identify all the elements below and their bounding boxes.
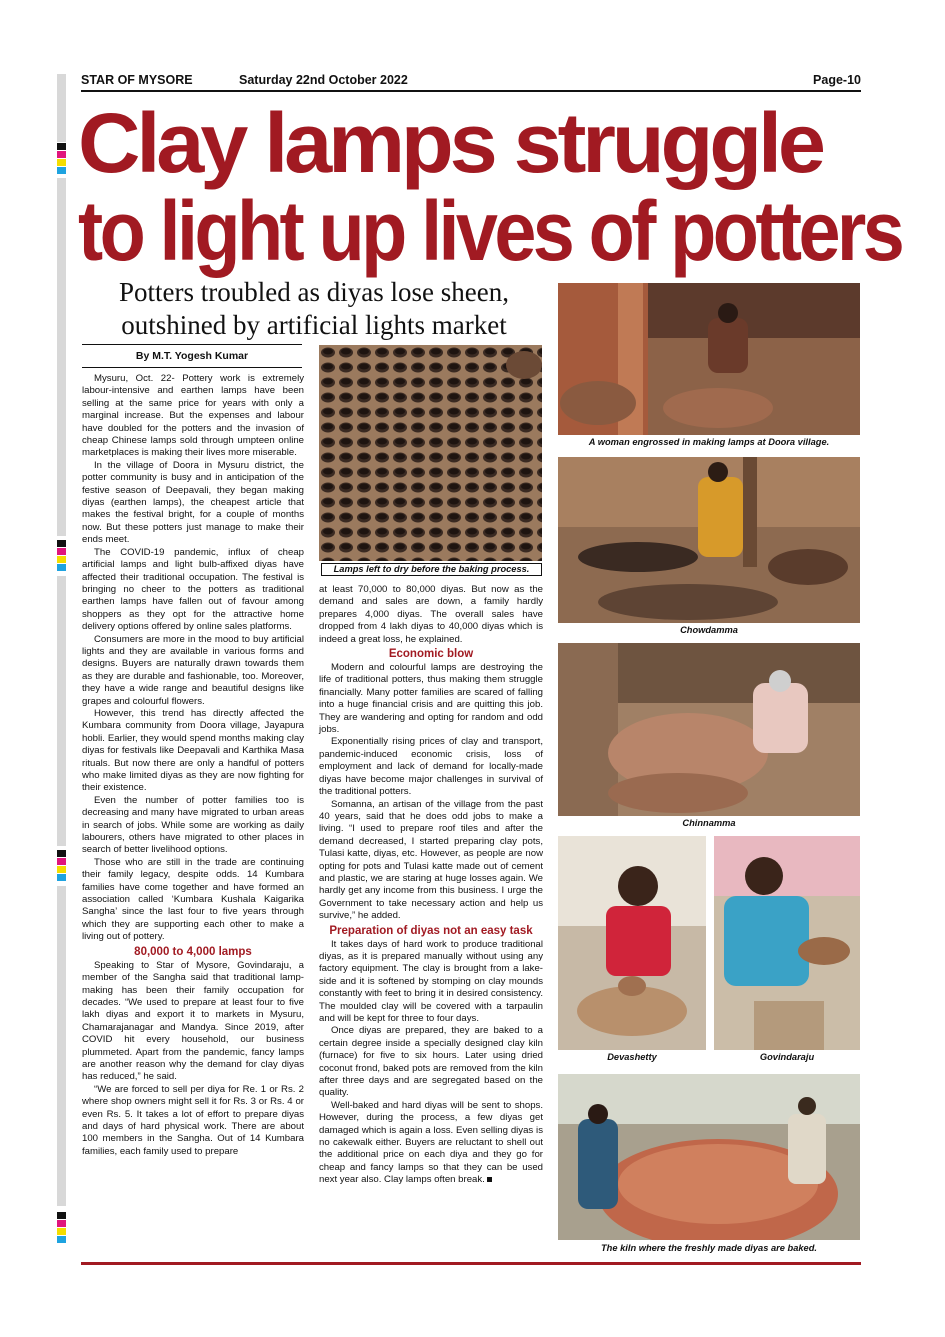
byline: By M.T. Yogesh Kumar — [82, 344, 302, 368]
caption-woman-doora: A woman engrossed in making lamps at Doora village. — [588, 437, 830, 447]
paragraph: Even the number of potter families too is decreasing and many have migrated to urban areas in search of jobs. While some are working as daily labourers, others have migrated to other places in search of better livelihood options. — [82, 794, 304, 856]
article-column-1 — [82, 373, 304, 1158]
paragraph: Once diyas are prepared, they are baked to a certain degree inside a specially designed clay kiln (furnace) for five to six hours. Later using dried coconut frond, baked pots are removed from the kiln after three days and are segregated based on the quality. — [319, 1025, 543, 1099]
paragraph — [319, 1100, 543, 1187]
registration-mark — [57, 866, 66, 873]
photo-woman-doora — [558, 283, 860, 435]
subheadline-line-1: Potters troubled as diyas lose sheen, — [119, 277, 509, 307]
end-mark — [487, 1177, 492, 1182]
caption-chinnamma: Chinnamma — [682, 818, 736, 828]
kiln-image — [558, 1074, 860, 1240]
registration-mark — [57, 874, 66, 881]
registration-mark — [57, 556, 66, 563]
registration-mark — [57, 167, 66, 174]
photo-devashetty — [558, 836, 706, 1050]
footer-rule — [81, 1262, 861, 1265]
paragraph: The COVID-19 pandemic, influx of cheap artificial lamps and light bulb-affixed diyas have affected their traditional occupation. The festival is bringing no cheer to the potters as traditional earthen lamps have fallen out of favour among shoppers as they opt for the attractive home delivery options offered by online sales platforms. — [82, 546, 304, 633]
subheadline-line-2: outshined by artificial lights market — [121, 310, 507, 340]
paragraph: Mysuru, Oct. 22- Pottery work is extremely labour-intensive and earthen lamps have been selling at the same price for years with only a marginal increase. But the expenses and labour have doubled for the potters and the invasion of cheap Chinese lamps sold through umpteen online marketplaces is making their lives more miserable. — [82, 373, 304, 459]
registration-mark — [57, 1212, 66, 1219]
photo-govindaraju — [714, 836, 860, 1050]
registration-mark — [57, 1236, 66, 1243]
registration-mark — [57, 850, 66, 857]
registration-mark — [57, 143, 66, 150]
photo-chinnamma — [558, 643, 860, 816]
caption-devashetty: Devashetty — [607, 1052, 657, 1062]
paragraph: Exponentially rising prices of clay and transport, pandemic-induced economic crisis, loss of employment and lack of demand for locally-made diyas have become major challenges in survival of the traditional potters. — [319, 736, 543, 798]
devashetty-image — [558, 836, 706, 1050]
headline-line-2: to light up lives of potters — [78, 184, 902, 278]
caption-govindaraju: Govindaraju — [759, 1052, 815, 1062]
paragraph: Consumers are more in the mood to buy artificial lights and they are available in various forms and designs. Buyers are naturally drawn towards them as they are durable and fashionable, too. Moreover, they have a wide range and beautiful designs like grapes and colourful flowers. — [82, 633, 304, 707]
registration-mark — [57, 858, 66, 865]
registration-mark — [57, 151, 66, 158]
page-number: Page-10 — [813, 73, 861, 87]
issue-date: Saturday 22nd October 2022 — [239, 73, 408, 87]
caption-chowdamma: Chowdamma — [680, 625, 738, 635]
subheadline — [80, 276, 548, 342]
photo-chowdamma — [558, 457, 860, 623]
photo-lamps-drying — [319, 345, 542, 561]
caption-kiln: The kiln where the freshly made diyas are baked. — [601, 1243, 817, 1253]
paragraph: “We are forced to sell per diya for Re. 1 or Rs. 2 where shop owners might sell it for Rs. 3 or Rs. 4 or even Rs. 5. It takes a lot of effort to prepare diyas and days of hard physical work. There are about 100 members in the Sangha. Out of 14 Kumbara families, each family used to prepare — [82, 1083, 304, 1157]
chinnamma-image — [558, 643, 860, 816]
registration-bar-top — [57, 74, 66, 142]
paragraph: It takes days of hard work to produce traditional diyas, as it is prepared manually without using any factory equipment. The clay is brought from a lake-side and it is softened by stomping on clay mounds constantly with feet to bring it in desired consistency. The moulded clay will be covered with a tarpaulin and will be kept for three to four days. — [319, 938, 543, 1024]
photo-kiln — [558, 1074, 860, 1240]
paragraph: Somanna, an artisan of the village from the past 40 years, said that he does odd jobs to make a living. “I used to prepare roof tiles and after the demand decreased, I started preparing clay pots, Tulasi katte, diyas, etc. However, as people are now opting for pots and Tulasi katte made out of cement and plastic, we are staring at huge losses again. We hardly get any income from this business. I urge the Government to take necessary action and help us survive,” he added. — [319, 798, 543, 922]
caption-lamps-drying: Lamps left to dry before the baking process. — [321, 563, 542, 576]
registration-mark — [57, 540, 66, 547]
paragraph: at least 70,000 to 80,000 diyas. But now as the demand and sales are down, a family hardly prepares 4,000 diyas. The overall sales have dropped from 4 lakh diyas to 40,000 diyas which is indeed a great loss, he explained. — [319, 584, 543, 645]
article-column-2 — [319, 584, 543, 1187]
registration-mark — [57, 548, 66, 555]
section-subhead: 80,000 to 4,000 lamps — [134, 945, 252, 958]
paragraph: However, this trend has directly affected the Kumbara community from Doora village, Jayapura hobli. Earlier, they would spend months making clay diyas for festivals like Deepavali and Karthika Masa rituals. But now there are only a handful of potters who make limited diyas as they are now fighting for their existence. — [82, 707, 304, 794]
paragraph: Modern and colourful lamps are destroying the life of traditional potters, thus making them struggle financially. Many potter families are scared of falling into a huge financial crisis and are quitting this job. They are wandering and opting for random and odd jobs. — [319, 662, 543, 736]
paragraph: Those who are still in the trade are continuing their family legacy, despite odds. 14 Kumbara families have come together and have formed an association called ‘Kumbara Kushala Kaigarika Sangha’ since the last four to five years through which they are supporting each other to make a living out of pottery. — [82, 856, 304, 943]
lamps-pattern-image — [319, 345, 542, 561]
page-header — [81, 70, 861, 92]
registration-bar-low — [57, 886, 66, 1206]
chowdamma-image — [558, 457, 860, 623]
section-subhead: Preparation of diyas not an easy task — [329, 924, 533, 937]
registration-mark — [57, 159, 66, 166]
registration-bar-mid2 — [57, 576, 66, 846]
section-subhead: Economic blow — [388, 648, 474, 661]
paragraph: Speaking to Star of Mysore, Govindaraju, a member of the Sangha said that traditional lamp-making has been their family occupation for decades. “We used to prepare at least four to five lakh diyas and export it to markets in Mysuru, Chamarajanagar and Mandya. Since 2019, after COVID hit every household, our business plummeted. Apart from the pandemic, fancy lamps are another reason why the demand for clay diyas has reduced,” he said. — [82, 959, 304, 1083]
govindaraju-image — [714, 836, 860, 1050]
registration-mark — [57, 1220, 66, 1227]
paragraph-text: Well-baked and hard diyas will be sent to shops. However, during the process, a few diyas get damaged which is again a loss. Even selling diyas is no cakewalk either. Buyers are reluctant to shell out the additional price on each diya and they go for cheap and fancy lamps so that they can be used next year also. Clay lamps often break. — [319, 1099, 543, 1186]
paragraph: In the village of Doora in Mysuru district, the potter community is busy and in anticipation of the festive season of Deepavali, they began making diyas (earthen lamps), the cheapest article that makes the festival bright, for a couple of months now. But these potters just manage to make their ends meet. — [82, 459, 304, 546]
headline-line-1: Clay lamps struggle — [78, 96, 822, 190]
woman-making-lamps-image — [558, 283, 860, 435]
registration-bar-mid — [57, 178, 66, 536]
registration-mark — [57, 1228, 66, 1235]
newspaper-name: STAR OF MYSORE — [81, 73, 193, 87]
registration-mark — [57, 564, 66, 571]
